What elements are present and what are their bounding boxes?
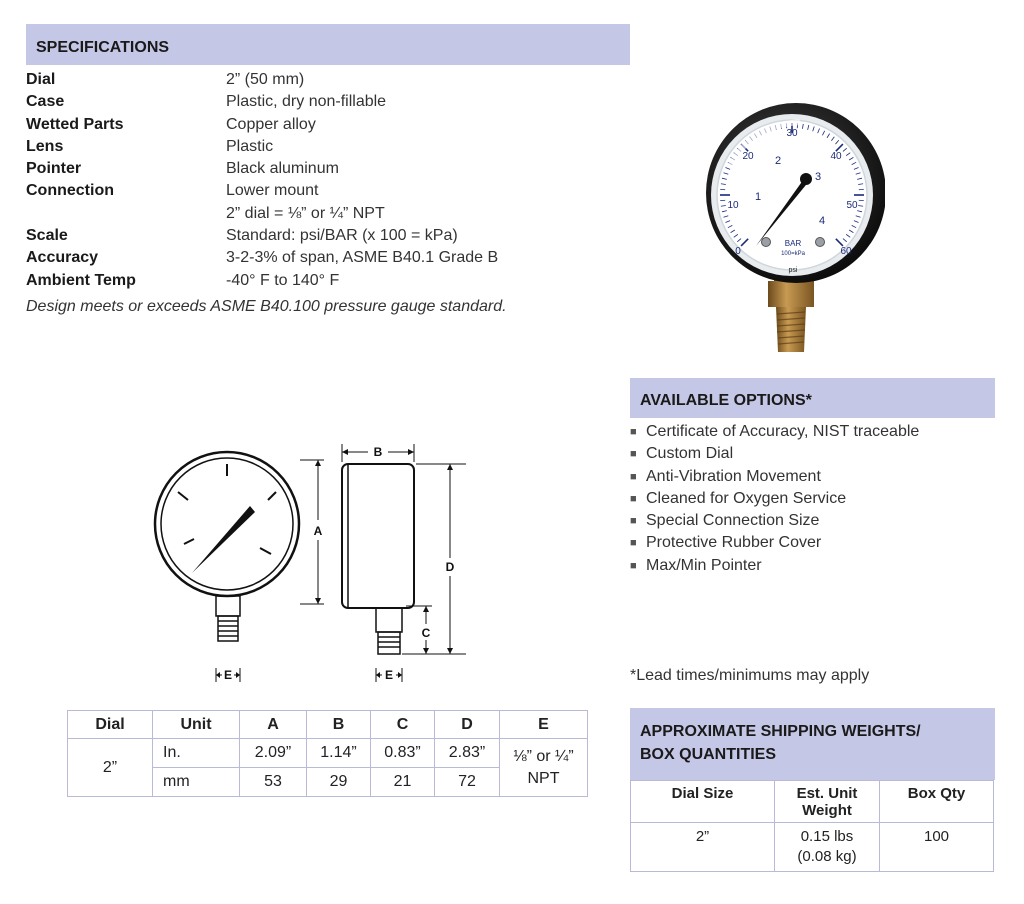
unit-bar-label: BAR bbox=[784, 239, 802, 248]
option-label: Certificate of Accuracy, NIST traceable bbox=[646, 423, 920, 440]
shipping-header bbox=[630, 708, 995, 780]
psi-label: 50 bbox=[846, 200, 858, 211]
spec-value: 2” (50 mm) bbox=[226, 71, 305, 88]
column-header-dial-size: Dial Size bbox=[631, 781, 775, 823]
option-label: Protective Rubber Cover bbox=[646, 534, 822, 552]
spec-row-connection-size bbox=[26, 203, 498, 225]
unit-cell: mm bbox=[153, 768, 240, 797]
weight-header-line1: Est. Unit bbox=[796, 785, 858, 802]
unit-kpa-label: 100=kPa bbox=[781, 251, 805, 257]
spec-row-pointer bbox=[26, 158, 498, 180]
dim-e-line2: NPT bbox=[527, 769, 560, 787]
spec-value: Plastic, dry non-fillable bbox=[226, 93, 387, 111]
spec-value: Lower mount bbox=[226, 182, 319, 200]
table-row bbox=[68, 739, 588, 768]
dimensions-table bbox=[67, 710, 588, 797]
option-label: Anti-Vibration Movement bbox=[646, 467, 821, 485]
spec-value: Standard: psi/BAR (x 100 = kPa) bbox=[226, 227, 458, 245]
column-header: Dial bbox=[68, 711, 153, 739]
spec-row-case bbox=[26, 91, 498, 113]
lead-times-note: *Lead times/minimums may apply bbox=[630, 667, 870, 684]
psi-label: 40 bbox=[830, 151, 842, 162]
bullet-icon: ■ bbox=[630, 559, 637, 572]
bar-label: 4 bbox=[818, 215, 826, 227]
dim-a-cell: 2.09” bbox=[240, 739, 307, 768]
spec-label: Dial bbox=[26, 71, 56, 88]
psi-label: 0 bbox=[735, 246, 741, 257]
spec-row-dial bbox=[26, 69, 498, 91]
spec-row-ambient-temp bbox=[26, 270, 498, 292]
spec-label: Connection bbox=[26, 182, 114, 200]
spec-label: Pointer bbox=[26, 160, 82, 178]
psi-label: 30 bbox=[786, 128, 798, 139]
dim-d-cell: 2.83” bbox=[435, 739, 500, 768]
table-row bbox=[631, 823, 994, 872]
option-item bbox=[630, 421, 919, 443]
bullet-icon: ■ bbox=[630, 515, 637, 528]
box-qty-cell: 100 bbox=[880, 823, 994, 872]
table-header-row bbox=[631, 781, 994, 823]
spec-label: Wetted Parts bbox=[26, 115, 124, 133]
unit-cell: In. bbox=[153, 739, 240, 768]
dim-c-cell: 21 bbox=[371, 768, 435, 797]
column-header-box-qty: Box Qty bbox=[880, 781, 994, 823]
dimension-label-d: D bbox=[445, 560, 455, 574]
psi-label: 10 bbox=[727, 200, 739, 211]
option-item bbox=[630, 510, 919, 532]
pressure-gauge-image bbox=[700, 96, 885, 358]
dim-e-line1: ⅛” or ¼” bbox=[513, 747, 574, 765]
bar-label: 3 bbox=[814, 171, 822, 183]
dial-size-cell: 2” bbox=[631, 823, 775, 872]
dimension-label-e: E bbox=[384, 668, 394, 682]
dimension-label-b: B bbox=[373, 445, 383, 459]
column-header: B bbox=[307, 711, 371, 739]
shipping-title-line2: BOX QUANTITIES bbox=[640, 746, 777, 763]
specifications-header: SPECIFICATIONS bbox=[26, 24, 630, 65]
bullet-icon: ■ bbox=[630, 537, 637, 550]
spec-label: Scale bbox=[26, 227, 68, 245]
spec-value: Black aluminum bbox=[226, 160, 339, 178]
spec-label: Accuracy bbox=[26, 249, 99, 267]
table-header-row bbox=[68, 711, 588, 739]
spec-row-wetted-parts bbox=[26, 114, 498, 136]
dimension-label-a: A bbox=[313, 524, 323, 538]
spec-value: Plastic bbox=[226, 137, 274, 155]
spec-value: Copper alloy bbox=[226, 115, 316, 133]
spec-value: -40° F to 140° F bbox=[226, 271, 340, 289]
specifications-note: Design meets or exceeds ASME B40.100 pressure gauge standard. bbox=[26, 298, 507, 315]
spec-label: Ambient Temp bbox=[26, 271, 136, 289]
dimension-diagram bbox=[150, 440, 480, 690]
column-header: E bbox=[500, 711, 588, 739]
column-header: A bbox=[240, 711, 307, 739]
spec-label bbox=[26, 203, 226, 225]
bar-label: 2 bbox=[774, 155, 782, 167]
column-header: Unit bbox=[153, 711, 240, 739]
weight-header-line2: Weight bbox=[802, 802, 852, 819]
spec-row-lens bbox=[26, 136, 498, 158]
option-label: Special Connection Size bbox=[646, 512, 820, 530]
spec-label: Case bbox=[26, 93, 65, 111]
dim-d-cell: 72 bbox=[435, 768, 500, 797]
column-header-weight bbox=[775, 781, 880, 823]
bullet-icon: ■ bbox=[630, 426, 637, 438]
dial-cell: 2” bbox=[68, 739, 153, 797]
spec-row-connection bbox=[26, 180, 498, 202]
option-item bbox=[630, 466, 919, 488]
shipping-table bbox=[630, 780, 994, 872]
specifications-table bbox=[26, 69, 498, 292]
bar-label: 1 bbox=[754, 191, 762, 203]
available-options-list bbox=[630, 421, 919, 577]
dimension-label-c: C bbox=[421, 626, 431, 640]
bullet-icon: ■ bbox=[630, 470, 637, 483]
option-label: Custom Dial bbox=[646, 445, 734, 463]
psi-label: 60 bbox=[840, 246, 852, 257]
dim-e-cell bbox=[500, 739, 588, 797]
spec-row-accuracy bbox=[26, 247, 498, 269]
dim-b-cell: 1.14” bbox=[307, 739, 371, 768]
dim-c-cell: 0.83” bbox=[371, 739, 435, 768]
option-item bbox=[630, 532, 919, 554]
spec-value: 2” dial = ⅛” or ¼” NPT bbox=[226, 204, 385, 222]
unit-psi-label: psi bbox=[788, 267, 798, 274]
shipping-title-line1: APPROXIMATE SHIPPING WEIGHTS/ bbox=[640, 723, 921, 740]
option-label: Cleaned for Oxygen Service bbox=[646, 489, 847, 507]
weight-kg: (0.08 kg) bbox=[797, 848, 857, 865]
option-item bbox=[630, 488, 919, 510]
dimension-label-e: E bbox=[223, 668, 233, 682]
dim-a-cell: 53 bbox=[240, 768, 307, 797]
option-item bbox=[630, 555, 919, 577]
bullet-icon: ■ bbox=[630, 492, 637, 505]
dim-b-cell: 29 bbox=[307, 768, 371, 797]
psi-label: 20 bbox=[742, 151, 754, 162]
column-header: C bbox=[371, 711, 435, 739]
available-options-header: AVAILABLE OPTIONS* bbox=[630, 378, 995, 418]
spec-value: 3-2-3% of span, ASME B40.1 Grade B bbox=[226, 249, 499, 267]
column-header: D bbox=[435, 711, 500, 739]
weight-lbs: 0.15 lbs bbox=[800, 828, 854, 845]
weight-cell bbox=[775, 823, 880, 872]
spec-label: Lens bbox=[26, 137, 64, 155]
option-label: Max/Min Pointer bbox=[646, 556, 762, 574]
bullet-icon: ■ bbox=[630, 448, 637, 461]
spec-row-scale bbox=[26, 225, 498, 247]
option-item bbox=[630, 443, 919, 465]
